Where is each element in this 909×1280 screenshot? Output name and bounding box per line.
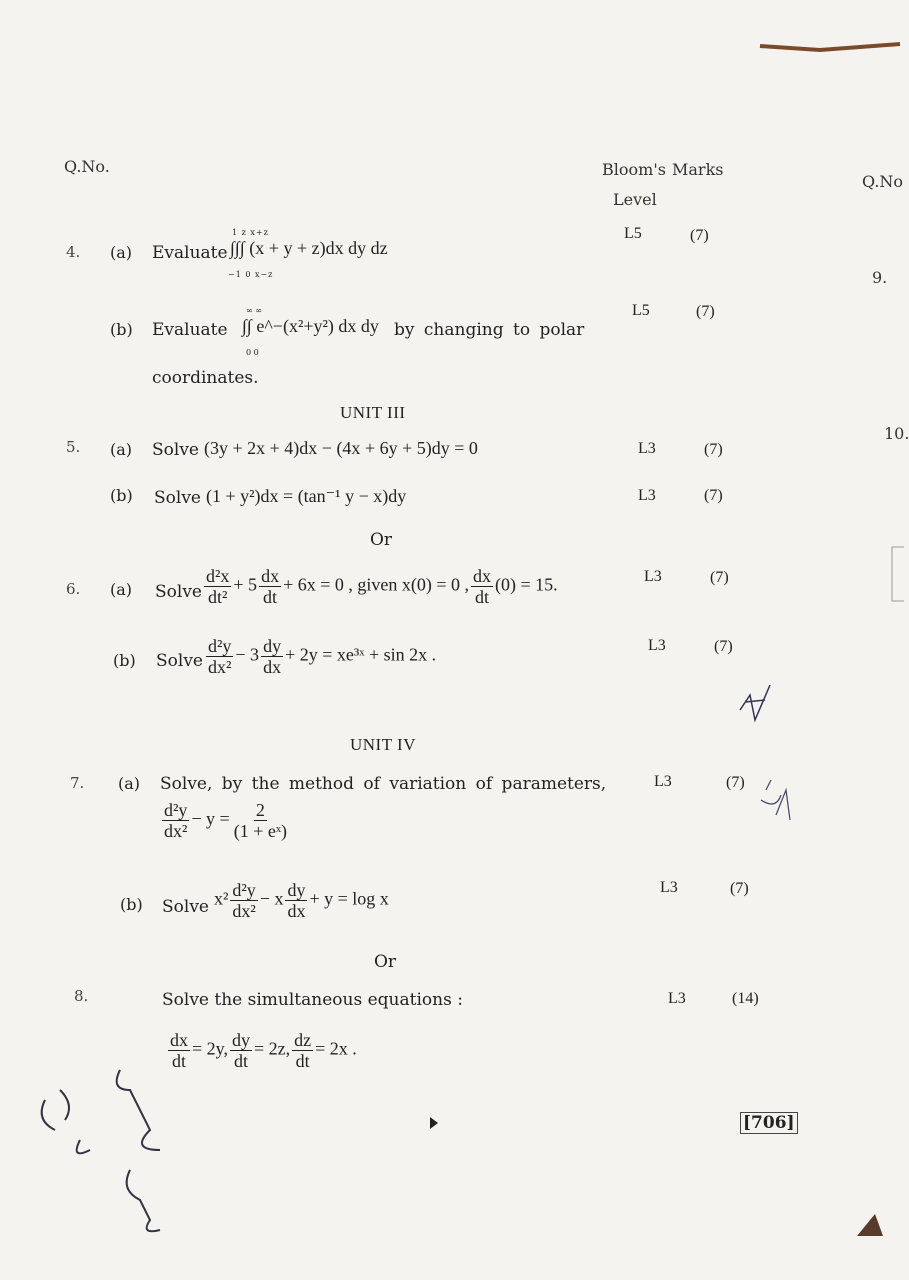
or-divider-1: Or: [370, 530, 393, 550]
q5a-level: L3: [638, 440, 656, 457]
q7-number: 7.: [70, 774, 85, 792]
q7b-marks: (7): [730, 880, 749, 897]
q4a-expression: ∫∫∫ (x + y + z)dx dy dz: [230, 238, 388, 258]
q5a-expression: (3y + 2x + 4)dx − (4x + 6y + 5)dy = 0: [204, 438, 478, 458]
right-page-10: 10.: [884, 424, 909, 443]
q6b-equation: $\frac{\text{d²y}}{\text{dx²}}$ − 3 $\frac{dy}{dx}$ + 2y = xe³ˣ + sin 2x .: [208, 636, 437, 677]
q6a-equation: $\frac{\text{d²x}}{\text{dt²}}$ + 5 $\frac{dx}{dt}$ + 6x = 0 , given x(0) = 0 , $\frac{dx}{dt}$ (0) = 15.: [206, 566, 558, 607]
scan-dot-mark-icon: [428, 1115, 440, 1131]
scan-corner-mark-icon: [855, 1210, 890, 1240]
page-edge-bracket-icon: [890, 545, 905, 605]
q7b-equation: x² $\frac{\text{d²y}}{\text{dx²}}$ − x $\frac{dy}{dx}$ + y = log x: [214, 880, 389, 921]
q5b-level: L3: [638, 487, 656, 504]
q8-level: L3: [668, 990, 686, 1007]
q4b-label: (b): [110, 320, 133, 339]
q7b-level: L3: [660, 879, 678, 896]
q4b-continuation: coordinates.: [152, 368, 259, 388]
q6b-verb: Solve: [156, 651, 203, 671]
q4b-marks: (7): [696, 303, 715, 320]
right-page-9: 9.: [872, 268, 888, 287]
q4b-verb: Evaluate: [152, 320, 228, 340]
q5-number: 5.: [66, 438, 81, 456]
q4a-verb: Evaluate: [152, 243, 228, 263]
q5b-marks: (7): [704, 487, 723, 504]
header-blooms: Bloom's: [602, 160, 666, 179]
q4b-tail: by changing to polar: [394, 320, 585, 340]
scan-edge-mark-icon: [760, 38, 905, 58]
q7a-marks: (7): [726, 774, 745, 791]
q8-equations: $\frac{dx}{dt}$ = 2y, $\frac{dy}{dt}$ = 2z, $\frac{dz}{dt}$ = 2x .: [170, 1030, 357, 1071]
q7a-label: (a): [118, 774, 141, 793]
handwritten-tick-icon: [730, 680, 780, 730]
q4a-limits-top: 1 z x+z: [232, 228, 269, 237]
q7b-label: (b): [120, 895, 143, 914]
q5b-expression: (1 + y²)dx = (tan⁻¹ y − x)dy: [206, 486, 407, 506]
q5a-marks: (7): [704, 441, 723, 458]
right-page-qno: Q.No: [862, 172, 904, 191]
header-level: Level: [613, 190, 657, 209]
q6b-level: L3: [648, 637, 666, 654]
q5a-verb: Solve: [152, 440, 199, 460]
q5b-verb: Solve: [154, 488, 201, 508]
q8-marks: (14): [732, 990, 759, 1007]
q4a-label: (a): [110, 243, 133, 262]
handwritten-scribble-icon: [30, 1050, 190, 1240]
q6b-label: (b): [113, 651, 136, 670]
q4a-marks: (7): [690, 227, 709, 244]
q7b-verb: Solve: [162, 897, 209, 917]
q5b-label: (b): [110, 486, 133, 505]
q4b-limits-bottom: 0 0: [246, 348, 259, 357]
q4a-limits-bottom: −1 0 x−z: [228, 270, 274, 279]
page-code: [706]: [740, 1112, 798, 1134]
q4b-expression: ∫∫ e^−(x²+y²) dx dy: [242, 316, 379, 336]
q8-text: Solve the simultaneous equations :: [162, 990, 463, 1010]
handwritten-mark-icon: [756, 770, 796, 830]
q7a-equation: $\frac{\text{d²y}}{\text{dx²}}$ − y = $\frac{2}{\text{(1 + eˣ)}}$: [164, 800, 288, 841]
or-divider-2: Or: [374, 952, 397, 972]
q6a-marks: (7): [710, 569, 729, 586]
unit-iii-heading: UNIT III: [340, 403, 406, 422]
q8-number: 8.: [74, 987, 89, 1005]
q6a-level: L3: [644, 568, 662, 585]
q6a-verb: Solve: [155, 582, 202, 602]
q4-number: 4.: [66, 243, 81, 261]
q6a-label: (a): [110, 580, 133, 599]
unit-iv-heading: UNIT IV: [350, 735, 416, 754]
q6b-marks: (7): [714, 638, 733, 655]
q7a-level: L3: [654, 773, 672, 790]
q5a-label: (a): [110, 440, 133, 459]
q6-number: 6.: [66, 580, 81, 598]
q7a-text: Solve, by the method of variation of parameters,: [160, 774, 607, 794]
q4a-level: L5: [624, 225, 642, 242]
header-qno: Q.No.: [64, 157, 110, 176]
q4b-limits-top: ∞ ∞: [246, 306, 262, 315]
header-marks: Marks: [672, 160, 724, 179]
q4b-level: L5: [632, 302, 650, 319]
